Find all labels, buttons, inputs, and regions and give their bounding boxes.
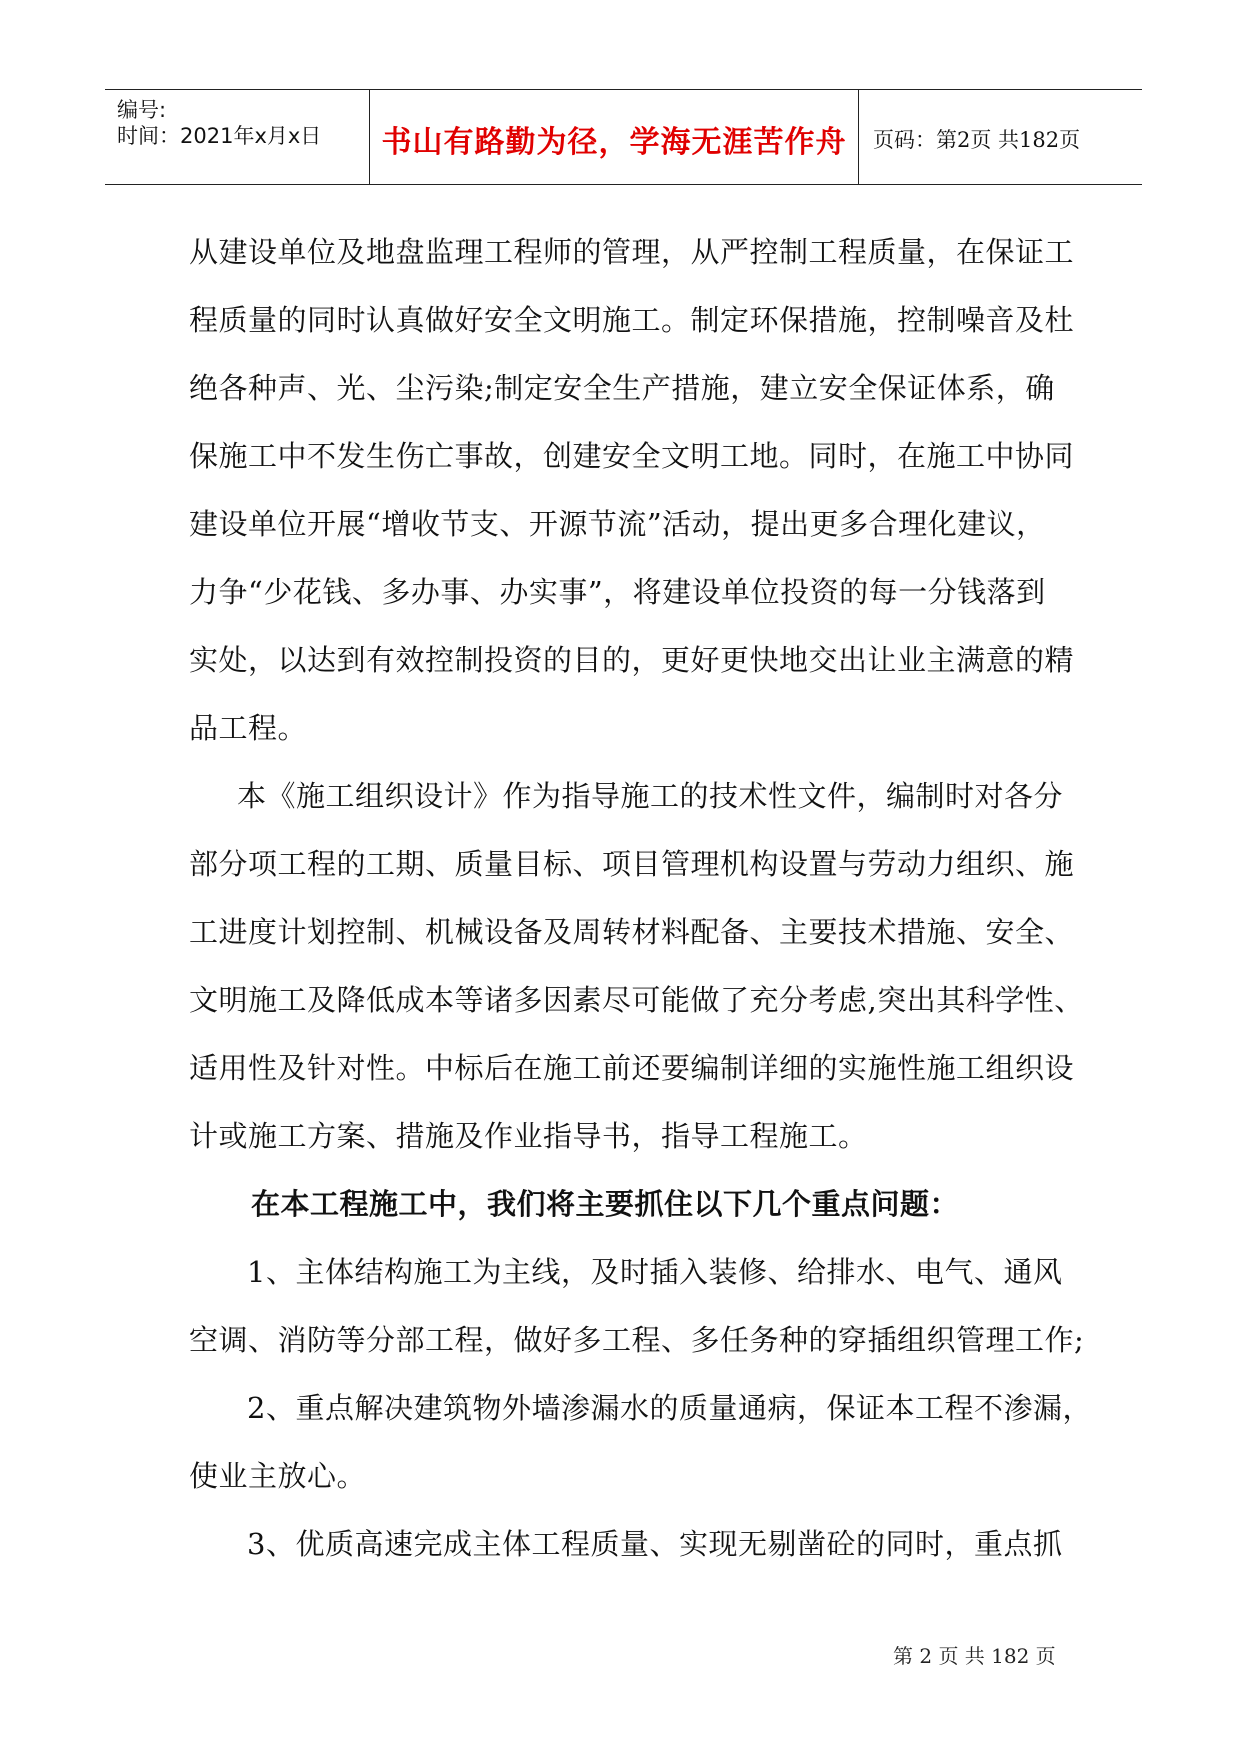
paragraph-line: 2、重点解决建筑物外墙渗漏水的质量通病，保证本工程不渗漏， bbox=[247, 1391, 1092, 1425]
page-footer: 第 2 页 共 182 页 bbox=[893, 1644, 1056, 1668]
header-meta-cell bbox=[105, 90, 369, 184]
header-motto-cell bbox=[369, 90, 859, 184]
paragraph-line: 使业主放心。 bbox=[189, 1459, 367, 1493]
paragraph-line: 从建设单位及地盘监理工程师的管理，从严控制工程质量，在保证工 bbox=[189, 235, 1075, 269]
paragraph-line: 工进度计划控制、机械设备及周转材料配备、主要技术措施、安全、 bbox=[189, 915, 1075, 949]
paragraph-line: 文明施工及降低成本等诸多因素尽可能做了充分考虑,突出其科学性、 bbox=[189, 983, 1084, 1017]
header-page-cell bbox=[859, 90, 1142, 184]
paragraph-line: 3、优质高速完成主体工程质量、实现无剔凿砼的同时，重点抓 bbox=[247, 1527, 1063, 1561]
paragraph-line: 计或施工方案、措施及作业指导书，指导工程施工。 bbox=[189, 1119, 868, 1153]
paragraph-line: 本《施工组织设计》作为指导施工的技术性文件，编制时对各分 bbox=[237, 779, 1064, 813]
document-body bbox=[189, 218, 1092, 1578]
paragraph-line: 程质量的同时认真做好安全文明施工。制定环保措施，控制噪音及杜 bbox=[189, 303, 1075, 337]
document-number-label: 编号: bbox=[117, 98, 167, 122]
paragraph-line: 适用性及针对性。中标后在施工前还要编制详细的实施性施工组织设 bbox=[189, 1051, 1075, 1085]
page-header bbox=[105, 89, 1142, 185]
paragraph-line: 1、主体结构施工为主线，及时插入装修、给排水、电气、通风 bbox=[247, 1255, 1063, 1289]
document-time-label: 时间：2021年x月x日 bbox=[117, 124, 322, 148]
paragraph-line: 力争“少花钱、多办事、办实事”，将建设单位投资的每一分钱落到 bbox=[189, 575, 1046, 609]
paragraph-line: 保施工中不发生伤亡事故，创建安全文明工地。同时，在施工中协同 bbox=[189, 439, 1075, 473]
section-heading-line: 在本工程施工中，我们将主要抓住以下几个重点问题： bbox=[251, 1187, 960, 1221]
paragraph-line: 空调、消防等分部工程，做好多工程、多任务种的穿插组织管理工作; bbox=[189, 1323, 1085, 1357]
paragraph-line: 建设单位开展“增收节支、开源节流”活动，提出更多合理化建议， bbox=[189, 507, 1046, 541]
paragraph-line: 品工程。 bbox=[189, 711, 308, 745]
header-motto: 书山有路勤为径，学海无涯苦作舟 bbox=[381, 125, 847, 160]
header-page-info: 页码：第2页 共182页 bbox=[873, 128, 1081, 152]
paragraph-line: 部分项工程的工期、质量目标、项目管理机构设置与劳动力组织、施 bbox=[189, 847, 1075, 881]
paragraph-line: 绝各种声、光、尘污染;制定安全生产措施，建立安全保证体系，确 bbox=[189, 371, 1055, 405]
paragraph-line: 实处，以达到有效控制投资的目的，更好更快地交出让业主满意的精 bbox=[189, 643, 1075, 677]
